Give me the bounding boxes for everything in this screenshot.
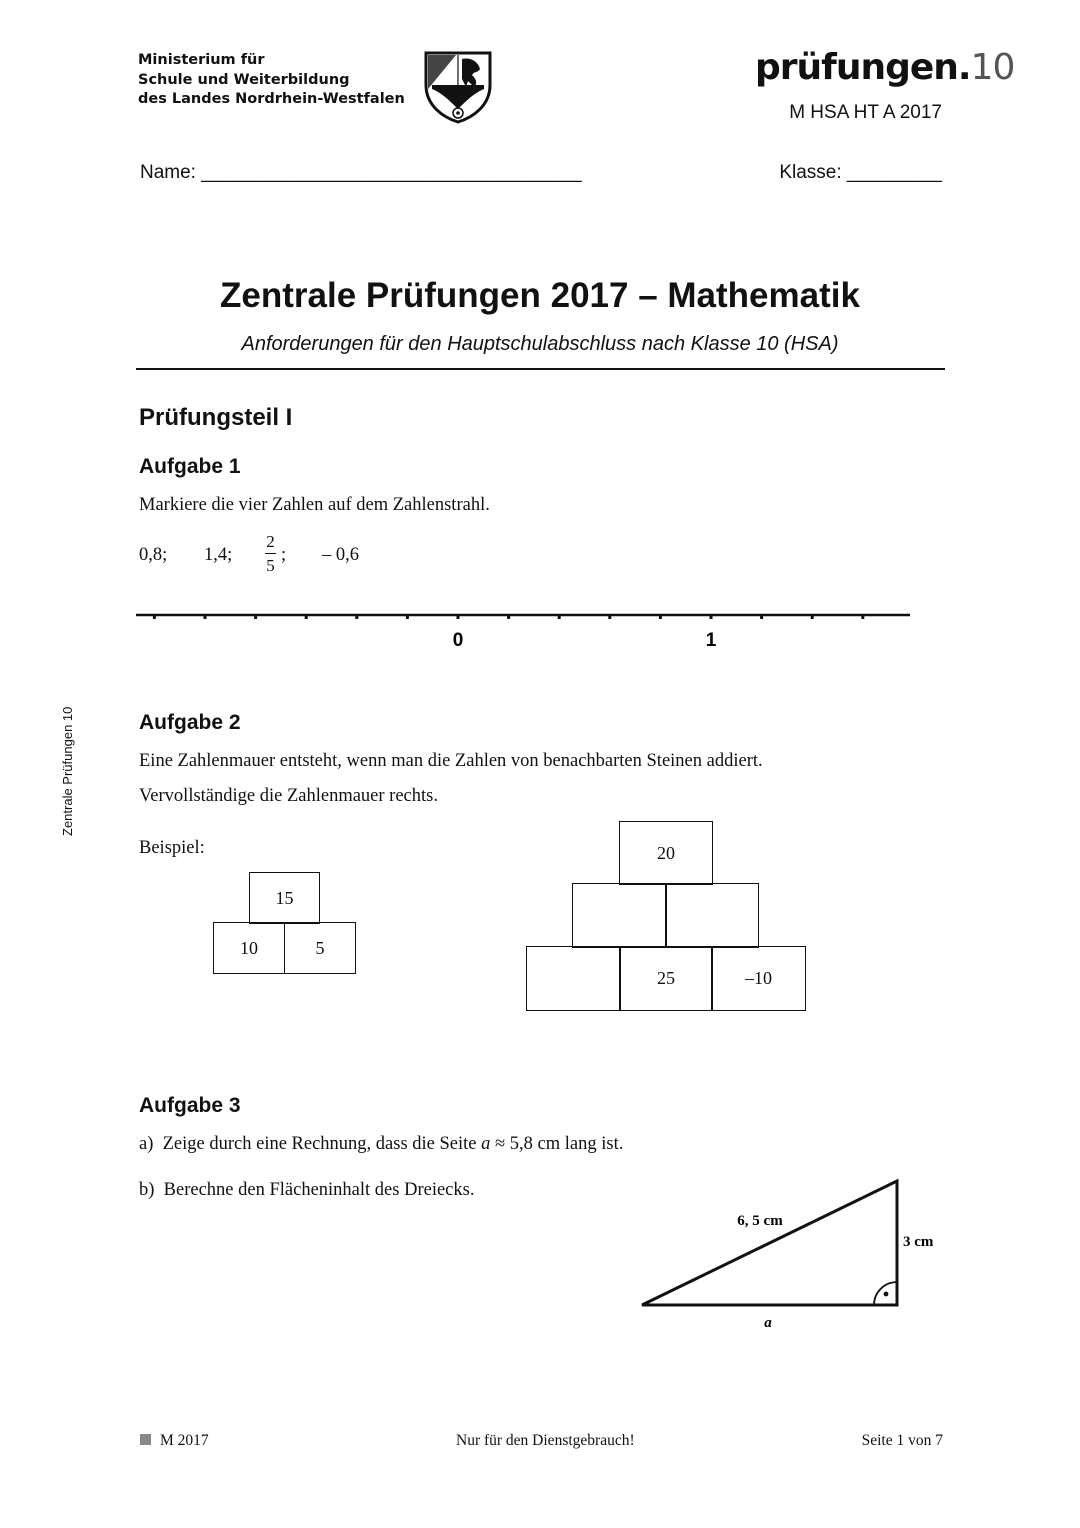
task2-line-2: Vervollständige die Zahlenmauer rechts. bbox=[139, 786, 438, 806]
wall-brick-middle-right[interactable] bbox=[665, 883, 759, 948]
page-title: Zentrale Prüfungen 2017 – Mathematik bbox=[220, 276, 860, 315]
part-title: Prüfungsteil I bbox=[139, 404, 293, 431]
ministry-line-1: Ministerium für bbox=[138, 52, 265, 68]
ministry-name bbox=[138, 51, 405, 110]
right-triangle-figure bbox=[630, 1170, 960, 1340]
footer-square-icon bbox=[140, 1434, 151, 1445]
base-label: a bbox=[764, 1315, 772, 1331]
task2-line-1: Eine Zahlenmauer entsteht, wenn man die Zahlen von benachbarten Steinen addiert. bbox=[139, 751, 763, 771]
example-brick-bottom-right: 5 bbox=[284, 922, 356, 974]
name-field[interactable]: Name: ____________________________________ bbox=[140, 162, 582, 183]
task1-heading: Aufgabe 1 bbox=[139, 455, 241, 478]
task1-number-2: 1,4; bbox=[204, 545, 233, 565]
task1-number-4: – 0,6 bbox=[322, 545, 359, 565]
triangle-shape bbox=[642, 1181, 897, 1305]
number-line-tick bbox=[558, 614, 561, 619]
task1-fraction bbox=[265, 532, 276, 575]
brand-suffix: 10 bbox=[970, 47, 1015, 88]
wall-brick-bottom-middle: 25 bbox=[619, 946, 713, 1011]
exam-code: M HSA HT A 2017 bbox=[789, 102, 942, 123]
task1-fraction-separator: ; bbox=[281, 545, 287, 565]
footer-left-text: M 2017 bbox=[160, 1432, 209, 1449]
brand-logo bbox=[755, 47, 1014, 88]
number-line-label-one: 1 bbox=[705, 630, 717, 651]
task3-a-text-after: ≈ 5,8 cm lang ist. bbox=[495, 1134, 624, 1154]
leg-label: 3 cm bbox=[903, 1234, 934, 1250]
task3-part-b bbox=[139, 1180, 474, 1201]
number-line-tick bbox=[760, 614, 763, 619]
number-line-tick bbox=[861, 614, 864, 619]
nrw-crest-icon bbox=[422, 49, 494, 130]
right-angle-dot bbox=[884, 1292, 889, 1297]
example-brick-bottom-left: 10 bbox=[213, 922, 285, 974]
brand-main: prüfungen. bbox=[755, 47, 971, 88]
fraction-denominator: 5 bbox=[266, 556, 275, 576]
number-line-tick bbox=[710, 614, 713, 619]
task3-part-a bbox=[139, 1134, 623, 1155]
number-line bbox=[130, 598, 910, 658]
task1-instruction: Markiere die vier Zahlen auf dem Zahlenstrahl. bbox=[139, 495, 490, 515]
number-line-tick bbox=[507, 614, 510, 619]
fraction-numerator: 2 bbox=[266, 532, 275, 551]
number-line-tick bbox=[608, 614, 611, 619]
number-line-tick bbox=[355, 614, 358, 619]
wall-brick-bottom-right: –10 bbox=[711, 946, 806, 1011]
task3-heading: Aufgabe 3 bbox=[139, 1094, 241, 1117]
footer-left bbox=[140, 1432, 209, 1450]
number-line-tick bbox=[457, 614, 460, 619]
page-subtitle: Anforderungen für den Hauptschulabschluss nach Klasse 10 (HSA) bbox=[241, 333, 839, 355]
wall-brick-top: 20 bbox=[619, 821, 713, 885]
task2-heading: Aufgabe 2 bbox=[139, 711, 241, 734]
number-line-tick bbox=[153, 614, 156, 619]
number-line-tick bbox=[406, 614, 409, 619]
fraction-bar bbox=[265, 553, 276, 554]
hypotenuse-label: 6, 5 cm bbox=[737, 1213, 783, 1229]
wall-brick-middle-left[interactable] bbox=[572, 883, 667, 948]
task3-a-text-before: Zeige durch eine Rechnung, dass die Seite bbox=[162, 1134, 477, 1154]
task1-number-1: 0,8; bbox=[139, 545, 168, 565]
task3-a-label: a) bbox=[139, 1134, 154, 1154]
class-field[interactable]: Klasse: _________ bbox=[779, 162, 942, 183]
task3-a-variable: a bbox=[481, 1134, 491, 1154]
ministry-line-3: des Landes Nordrhein-Westfalen bbox=[138, 91, 405, 107]
number-line-tick bbox=[204, 614, 207, 619]
wall-brick-bottom-left[interactable] bbox=[526, 946, 621, 1011]
number-line-tick bbox=[811, 614, 814, 619]
task2-example-label: Beispiel: bbox=[139, 838, 205, 858]
example-brick-top: 15 bbox=[249, 872, 320, 924]
task3-b-text: Berechne den Flächeninhalt des Dreiecks. bbox=[163, 1180, 475, 1200]
footer-right: Seite 1 von 7 bbox=[861, 1432, 943, 1449]
footer-center: Nur für den Dienstgebrauch! bbox=[456, 1432, 635, 1449]
number-line-tick bbox=[254, 614, 257, 619]
task3-b-label: b) bbox=[139, 1180, 155, 1200]
title-divider bbox=[136, 368, 945, 370]
side-text: Zentrale Prüfungen 10 bbox=[60, 706, 75, 836]
number-line-label-zero: 0 bbox=[452, 630, 464, 651]
number-line-tick bbox=[659, 614, 662, 619]
ministry-line-2: Schule und Weiterbildung bbox=[138, 71, 350, 88]
number-line-tick bbox=[305, 614, 308, 619]
